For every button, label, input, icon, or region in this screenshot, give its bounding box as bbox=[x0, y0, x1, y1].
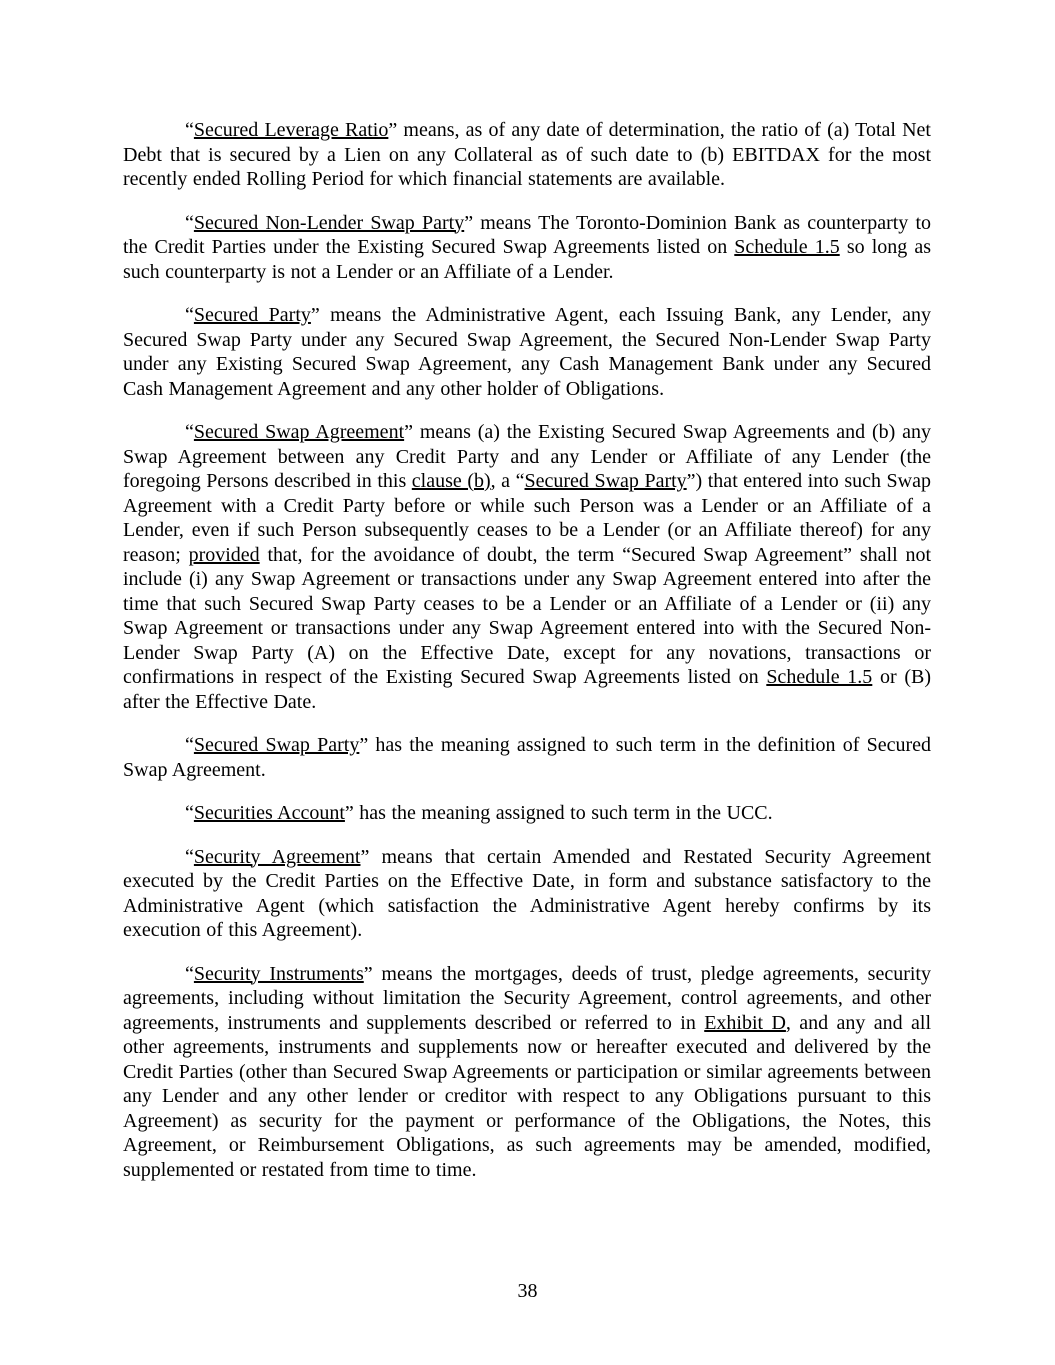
underlined-term: Secured Non-Lender Swap Party bbox=[193, 211, 465, 234]
page-number: 38 bbox=[517, 1280, 538, 1302]
underlined-term: Secured Party bbox=[193, 304, 311, 326]
paragraph-security-agreement bbox=[123, 845, 931, 943]
text-run: , and any and all other agreements, instruments and supplements now or hereafter executed and delivered by the Credit Parties (other than Secured Swap Agreements or participation or similar agreements between any Lender and any other lender or creditor with respect to any Obligations pursuant to this Agreement) as security for the payment or performance of the Obligations, the Notes, this Agreement, or Reimbursement Obligations, as such agreements may be amended, modified, supplemented or restated from time to time. bbox=[123, 1011, 931, 1181]
text-run: “ bbox=[185, 734, 194, 756]
text-run: ” has the meaning assigned to such term in the UCC. bbox=[344, 802, 773, 824]
underlined-term: Secured Swap Agreement bbox=[193, 421, 405, 443]
text-run: ” means The Toronto-Dominion Bank as counterparty to the Credit Parties under the Existing Secured Swap Agreements listed on bbox=[123, 211, 932, 258]
text-run: ” means, as of any date of determination, the ratio of (a) Total Net Debt that is secured by a Lien on any Collateral as of such date to (b) EBITDAX for the most recently ended Rolling Period for which financial statements are available. bbox=[123, 119, 931, 190]
text-run: “ bbox=[185, 211, 194, 234]
text-run: “ bbox=[185, 304, 194, 326]
text-run: so long as such counterparty is not a Lender or an Affiliate of a Lender. bbox=[123, 236, 932, 283]
underlined-term: Schedule 1.5 bbox=[734, 236, 840, 258]
text-run: “ bbox=[185, 421, 194, 443]
text-run: ” means (a) the Existing Secured Swap Agreements and (b) any Swap Agreement between any Credit Party and any Lender or Affiliate of any Lender (the foregoing Persons described in this bbox=[123, 421, 931, 492]
underlined-term: Exhibit D bbox=[704, 1011, 786, 1034]
paragraph-secured-non-lender-swap-party bbox=[123, 211, 931, 285]
paragraph-secured-leverage-ratio bbox=[123, 118, 931, 192]
text-run: or (B) after the Effective Date. bbox=[123, 666, 932, 713]
paragraph-securities-account bbox=[123, 801, 931, 826]
paragraph-secured-swap-agreement bbox=[123, 420, 931, 714]
text-run: ” has the meaning assigned to such term in the definition of Secured Swap Agreement. bbox=[123, 734, 931, 781]
underlined-term: provided bbox=[188, 543, 260, 566]
underlined-term: Schedule 1.5 bbox=[766, 666, 873, 688]
underlined-term: Security Agreement bbox=[193, 845, 361, 868]
underlined-term: Secured Swap Party bbox=[193, 734, 360, 756]
underlined-term: Security Instruments bbox=[193, 962, 364, 985]
underlined-term: Secured Swap Party bbox=[524, 470, 687, 492]
text-run: ”) that entered into such Swap Agreement with a Credit Party before or while such Person was a Lender or an Affiliate of a Lender, even if such Person subsequently ceases to be a Lender (or an Affiliate thereof) for any reason; bbox=[123, 470, 931, 566]
text-run: ” means that certain Amended and Restated Security Agreement executed by the Credit Parties on the Effective Date, in form and substance satisfactory to the Administrative Agent (which satisfaction the Administrative Agent hereby confirms by its execution of this Agreement). bbox=[123, 845, 931, 941]
underlined-term: clause (b) bbox=[411, 470, 491, 492]
text-run: ” means the mortgages, deeds of trust, pledge agreements, security agreements, including without limitation the Security Agreement, control agreements, and other agreements, instruments and supplements described or referred to in bbox=[123, 962, 931, 1034]
text-run: , a “ bbox=[490, 470, 525, 492]
paragraph-security-instruments bbox=[123, 962, 931, 1183]
paragraph-secured-party bbox=[123, 303, 931, 401]
paragraph-secured-swap-party bbox=[123, 733, 931, 782]
text-run: that, for the avoidance of doubt, the term “Secured Swap Agreement” shall not include (i) any Swap Agreement or transactions under any Swap Agreement entered into after the time that such Secured Swap Party ceases to be a Lender or an Affiliate of a Lender or (ii) any Swap Agreement or transactions under any Swap Agreement entered into with the Secured Non-Lender Swap Party (A) on the Effective Date, except for any novations, transactions or confirmations in respect of the Existing Secured Swap Agreements listed on bbox=[123, 543, 932, 688]
text-run: “ bbox=[185, 962, 194, 985]
text-run: ” means the Administrative Agent, each Issuing Bank, any Lender, any Secured Swap Party under any Secured Swap Agreement, the Secured Non-Lender Swap Party under any Existing Secured Swap Agreement, any Cash Management Bank under any Secured Cash Management Agreement and any other holder of Obligations. bbox=[123, 304, 931, 400]
text-run: “ bbox=[185, 802, 194, 824]
text-run: “ bbox=[185, 119, 194, 141]
underlined-term: Securities Account bbox=[193, 802, 345, 824]
text-run: “ bbox=[185, 845, 194, 868]
document-body bbox=[123, 118, 931, 1201]
underlined-term: Secured Leverage Ratio bbox=[193, 119, 389, 141]
